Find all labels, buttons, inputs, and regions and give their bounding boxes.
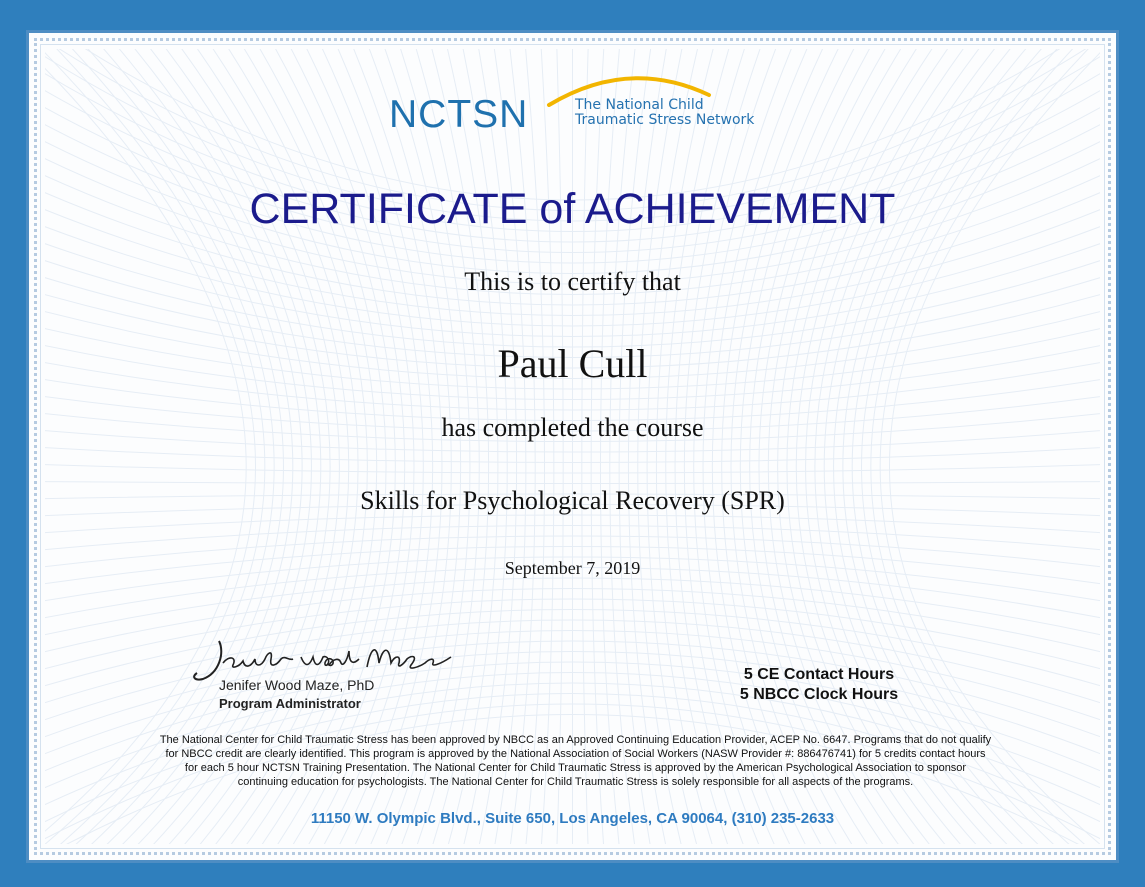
nctsn-logo <box>389 67 769 137</box>
signatory-title: Program Administrator <box>219 696 361 711</box>
accreditation-line: continuing education for psychologists. The National Center for Child Traumatic Stress is solely responsible for all aspects of the programs. <box>237 776 914 788</box>
recipient-name: Paul Cull <box>497 341 648 386</box>
logo-tagline-line2: Traumatic Stress Network <box>575 112 755 128</box>
logo-tagline <box>575 98 754 128</box>
completed-text: has completed the course <box>441 413 704 442</box>
certificate-title: CERTIFICATE of ACHIEVEMENT <box>249 185 896 233</box>
ce-hours: 5 CE Contact Hours <box>743 666 895 683</box>
organization-address: 11150 W. Olympic Blvd., Suite 650, Los Angeles, CA 90064, (310) 235-2633 <box>310 810 835 827</box>
course-name: Skills for Psychological Recovery (SPR) <box>360 486 785 515</box>
accreditation-text <box>69 733 1082 789</box>
certify-text: This is to certify that <box>464 267 681 296</box>
certificate-frame <box>26 30 1119 863</box>
accreditation-line: for each 5 hour NCTSN Training Presentation. The National Center for Child Traumatic Stress is approved by the American Psychological Association to sponsor <box>184 762 967 774</box>
logo-acronym: NCTSN <box>389 93 529 136</box>
completion-date: September 7, 2019 <box>504 558 641 578</box>
guilloche-background <box>45 49 1100 844</box>
nbcc-hours: 5 NBCC Clock Hours <box>739 686 899 703</box>
accreditation-line: The National Center for Child Traumatic Stress has been approved by NBCC as an Approved Continuing Education Provider, ACEP No. 6647. Programs that do not qualify <box>159 734 992 746</box>
logo-tagline-line1: The National Child <box>575 97 704 113</box>
signatory-name: Jenifer Wood Maze, PhD <box>219 677 375 693</box>
accreditation-line: for NBCC credit are clearly identified. This program is approved by the National Association of Social Workers (NASW Provider #: 886476741) for 5 credits contact hours <box>165 748 986 760</box>
